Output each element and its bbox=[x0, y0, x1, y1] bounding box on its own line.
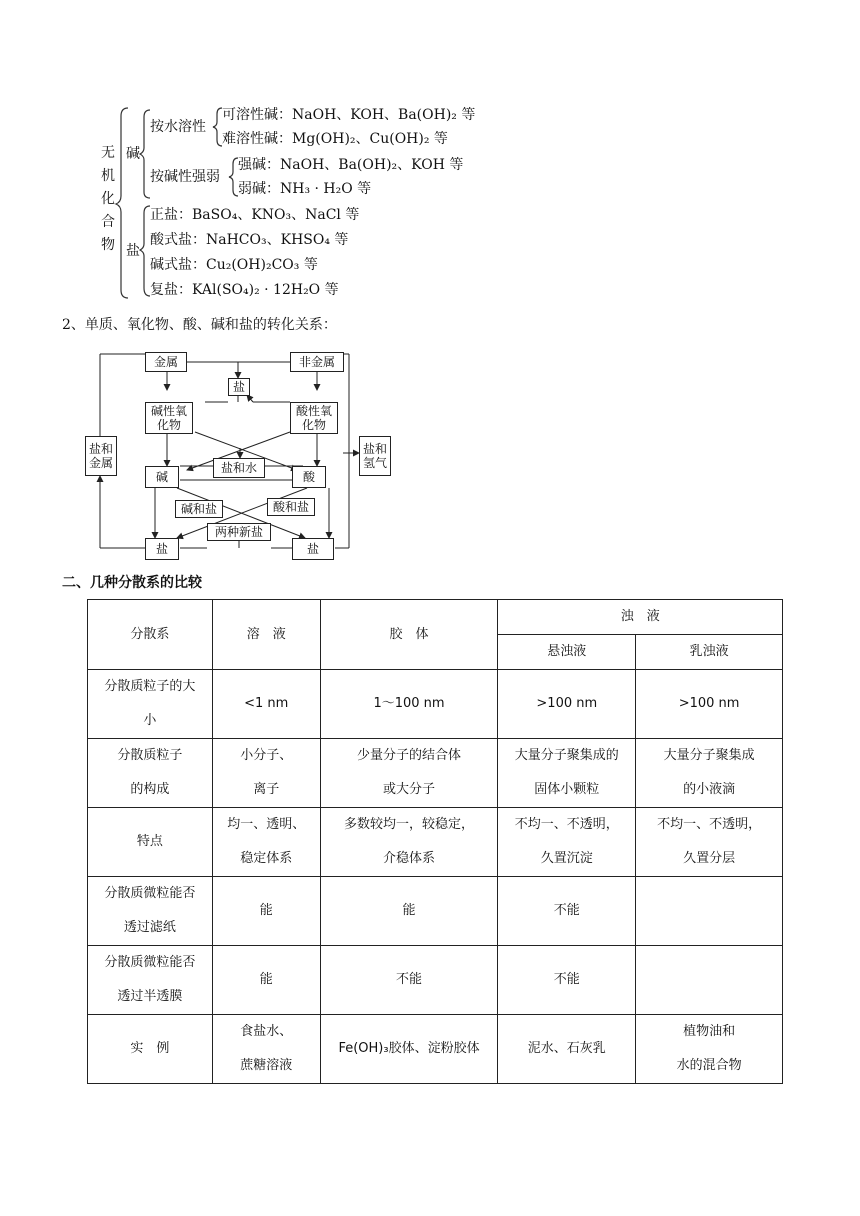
cell-emulsion bbox=[636, 946, 783, 1015]
header-colloid: 胶 体 bbox=[320, 600, 498, 670]
cell-colloid: 少量分子的结合体 或大分子 bbox=[320, 739, 498, 808]
root-char: 物 bbox=[101, 237, 115, 253]
table-header-row bbox=[88, 600, 783, 635]
node-two-new-salts: 两种新盐 bbox=[207, 523, 271, 541]
node-acid: 酸 bbox=[292, 466, 326, 488]
conversion-diagram bbox=[85, 340, 455, 570]
header-solution: 溶 液 bbox=[212, 600, 320, 670]
row-label: 特点 bbox=[88, 808, 213, 877]
row-label: 分散质粒子的大 小 bbox=[88, 670, 213, 739]
classification-tree bbox=[0, 0, 860, 310]
row-label: 分散质微粒能否 透过滤纸 bbox=[88, 877, 213, 946]
cell-suspension: 泥水、石灰乳 bbox=[498, 1015, 636, 1084]
node-metal: 金属 bbox=[145, 352, 187, 372]
header-suspension: 悬浊液 bbox=[498, 635, 636, 670]
node-salt-right: 盐 bbox=[292, 538, 334, 560]
root-char: 化 bbox=[101, 191, 115, 207]
heading-conversion: 2、单质、氧化物、酸、碱和盐的转化关系： bbox=[62, 317, 337, 333]
cell-colloid: 不能 bbox=[320, 946, 498, 1015]
node-salt-hydrogen: 盐和 氢气 bbox=[359, 436, 391, 476]
base-label: 碱 bbox=[126, 146, 140, 162]
table-row bbox=[88, 808, 783, 877]
by-solubility-label: 按水溶性 bbox=[150, 119, 206, 135]
root-char: 合 bbox=[101, 214, 115, 230]
cell-emulsion: 不均一、不透明， 久置分层 bbox=[636, 808, 783, 877]
weak-base: 弱碱：NH₃ · H₂O 等 bbox=[238, 181, 372, 197]
row-label: 分散质粒子 的构成 bbox=[88, 739, 213, 808]
cell-suspension: >100 nm bbox=[498, 670, 636, 739]
strong-base: 强碱：NaOH、Ba(OH)₂、KOH 等 bbox=[238, 157, 464, 173]
basic-salt: 碱式盐：Cu₂(OH)₂CO₃ 等 bbox=[150, 257, 318, 273]
cell-suspension: 不能 bbox=[498, 946, 636, 1015]
node-salt-water: 盐和水 bbox=[213, 458, 265, 478]
node-nonmetal: 非金属 bbox=[290, 352, 344, 372]
root-char: 机 bbox=[101, 168, 115, 184]
double-salt: 复盐：KAl(SO₄)₂ · 12H₂O 等 bbox=[150, 282, 339, 298]
header-turbid: 浊 液 bbox=[498, 600, 783, 635]
node-salt-top: 盐 bbox=[228, 378, 250, 396]
node-basic-oxide: 碱性氧 化物 bbox=[145, 402, 193, 434]
row-label: 分散质微粒能否 透过半透膜 bbox=[88, 946, 213, 1015]
dispersion-comparison-table bbox=[87, 599, 783, 1084]
cell-colloid: Fe(OH)₃胶体、淀粉胶体 bbox=[320, 1015, 498, 1084]
cell-emulsion: 植物油和 水的混合物 bbox=[636, 1015, 783, 1084]
table-row bbox=[88, 739, 783, 808]
cell-solution: 能 bbox=[212, 877, 320, 946]
cell-solution: <1 nm bbox=[212, 670, 320, 739]
row-label: 实 例 bbox=[88, 1015, 213, 1084]
salt-label: 盐 bbox=[126, 243, 140, 259]
insoluble-base: 难溶性碱：Mg(OH)₂、Cu(OH)₂ 等 bbox=[222, 131, 448, 147]
acid-salt: 酸式盐：NaHCO₃、KHSO₄ 等 bbox=[150, 232, 349, 248]
cell-colloid: 能 bbox=[320, 877, 498, 946]
table-row bbox=[88, 946, 783, 1015]
section-title: 二、几种分散系的比较 bbox=[62, 575, 202, 591]
node-base-salt: 碱和盐 bbox=[175, 500, 223, 518]
cell-emulsion bbox=[636, 877, 783, 946]
soluble-base: 可溶性碱：NaOH、KOH、Ba(OH)₂ 等 bbox=[222, 107, 476, 123]
cell-suspension: 不能 bbox=[498, 877, 636, 946]
by-strength-label: 按碱性强弱 bbox=[150, 169, 220, 185]
table-row bbox=[88, 1015, 783, 1084]
cell-colloid: 多数较均一，较稳定， 介稳体系 bbox=[320, 808, 498, 877]
root-char: 无 bbox=[101, 145, 115, 161]
cell-solution: 能 bbox=[212, 946, 320, 1015]
node-salt-metal: 盐和 金属 bbox=[85, 436, 117, 476]
cell-solution: 小分子、 离子 bbox=[212, 739, 320, 808]
normal-salt: 正盐：BaSO₄、KNO₃、NaCl 等 bbox=[150, 207, 360, 223]
cell-emulsion: 大量分子聚集成 的小液滴 bbox=[636, 739, 783, 808]
header-system: 分散系 bbox=[88, 600, 213, 670]
cell-colloid: 1～100 nm bbox=[320, 670, 498, 739]
table-row bbox=[88, 670, 783, 739]
header-emulsion: 乳浊液 bbox=[636, 635, 783, 670]
node-base: 碱 bbox=[145, 466, 179, 488]
cell-solution: 均一、透明、 稳定体系 bbox=[212, 808, 320, 877]
table-row bbox=[88, 877, 783, 946]
cell-solution: 食盐水、 蔗糖溶液 bbox=[212, 1015, 320, 1084]
cell-suspension: 大量分子聚集成的 固体小颗粒 bbox=[498, 739, 636, 808]
node-salt-left: 盐 bbox=[145, 538, 179, 560]
node-acid-salt: 酸和盐 bbox=[267, 498, 315, 516]
cell-emulsion: >100 nm bbox=[636, 670, 783, 739]
node-acidic-oxide: 酸性氧 化物 bbox=[290, 402, 338, 434]
cell-suspension: 不均一、不透明， 久置沉淀 bbox=[498, 808, 636, 877]
